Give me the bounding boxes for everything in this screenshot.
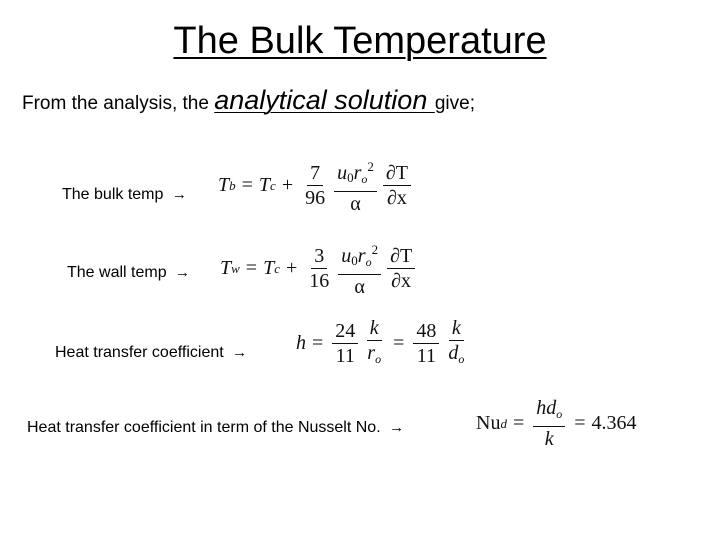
equals-sign: =: [312, 332, 324, 354]
equals-sign: =: [245, 257, 258, 279]
k-over-diameter-fraction: [445, 318, 467, 369]
right-arrow-icon: →: [389, 419, 405, 436]
fraction-denominator: α: [350, 193, 361, 215]
fraction-numerator: k: [449, 318, 464, 341]
eq-subscript: c: [274, 260, 280, 276]
fraction-denominator: 16: [309, 270, 330, 292]
bulk-temp-label-text: The bulk temp: [62, 186, 164, 203]
heat-transfer-label: [55, 343, 247, 363]
fraction-denominator: 11: [416, 345, 436, 367]
intro-suffix: give;: [434, 93, 475, 114]
eq-subscript: c: [270, 177, 276, 193]
fraction-numerator: 24: [332, 321, 358, 344]
coefficient-fraction: [413, 321, 439, 366]
nusselt-label: [27, 418, 404, 438]
fraction-numerator: ∂T: [387, 246, 415, 269]
fraction-numerator: k: [367, 318, 382, 341]
nusselt-value: 4.364: [591, 412, 637, 434]
eq-subscript: b: [229, 177, 236, 193]
fraction-numerator: 3: [311, 246, 327, 269]
fraction-denominator: $r_o$: [367, 342, 382, 366]
fraction-numerator: 7: [307, 163, 323, 186]
heat-transfer-equation: [296, 318, 470, 369]
eq-symbol: T: [258, 174, 271, 196]
intro-emphasis: analytical solution: [214, 85, 435, 115]
right-arrow-icon: →: [175, 264, 191, 281]
fraction-denominator: k: [544, 428, 554, 450]
slide-title-text: The Bulk Temperature: [173, 20, 547, 62]
derivative-fraction: [383, 163, 411, 208]
slide-title: [0, 18, 720, 64]
eq-subscript: d: [500, 415, 507, 431]
eq-symbol: T: [220, 257, 232, 279]
nusselt-fraction: [533, 398, 565, 449]
fraction-numerator: $u_0r_o^2$: [338, 240, 381, 275]
fraction-numerator: 48: [413, 321, 439, 344]
velocity-fraction: [334, 157, 377, 214]
nusselt-symbol: Nu: [476, 412, 501, 434]
plus-sign: +: [285, 257, 298, 279]
coefficient-fraction: [332, 321, 358, 366]
nusselt-label-text: Heat transfer coefficient in term of the Nusselt No.: [27, 419, 381, 436]
fraction-denominator: α: [354, 276, 365, 298]
fraction-numerator: ∂T: [383, 163, 411, 186]
intro-prefix: From the analysis, the: [22, 93, 215, 114]
fraction-denominator: ∂x: [391, 270, 412, 292]
eq-symbol: T: [263, 257, 275, 279]
eq-subscript: w: [231, 260, 240, 276]
bulk-temp-label: [62, 185, 187, 205]
fraction-numerator: $u_0r_o^2$: [334, 157, 377, 192]
plus-sign: +: [281, 174, 294, 196]
bulk-temp-equation: [218, 157, 414, 214]
velocity-fraction: [338, 240, 381, 297]
k-over-radius-fraction: [364, 318, 384, 369]
fraction-denominator: 96: [305, 187, 326, 209]
coefficient-fraction: [306, 246, 332, 291]
fraction-denominator: ∂x: [387, 187, 407, 209]
wall-temp-equation: [220, 240, 418, 297]
equals-sign: =: [512, 412, 525, 434]
wall-temp-label: [67, 263, 190, 283]
fraction-numerator: $hd_o$: [533, 398, 565, 427]
fraction-denominator: 11: [335, 345, 355, 367]
equals-sign: =: [393, 332, 405, 354]
nusselt-equation: [476, 398, 637, 449]
right-arrow-icon: →: [171, 186, 187, 203]
heat-transfer-label-text: Heat transfer coefficient: [55, 344, 224, 361]
equals-sign: =: [241, 174, 253, 196]
intro-text: [22, 86, 475, 118]
fraction-denominator: $d_o$: [448, 342, 465, 366]
coefficient-fraction: [302, 163, 328, 208]
wall-temp-label-text: The wall temp: [67, 264, 167, 281]
right-arrow-icon: →: [232, 344, 248, 361]
derivative-fraction: [387, 246, 415, 291]
equals-sign: =: [574, 412, 586, 434]
eq-symbol: h: [296, 332, 306, 354]
eq-symbol: T: [218, 174, 230, 196]
